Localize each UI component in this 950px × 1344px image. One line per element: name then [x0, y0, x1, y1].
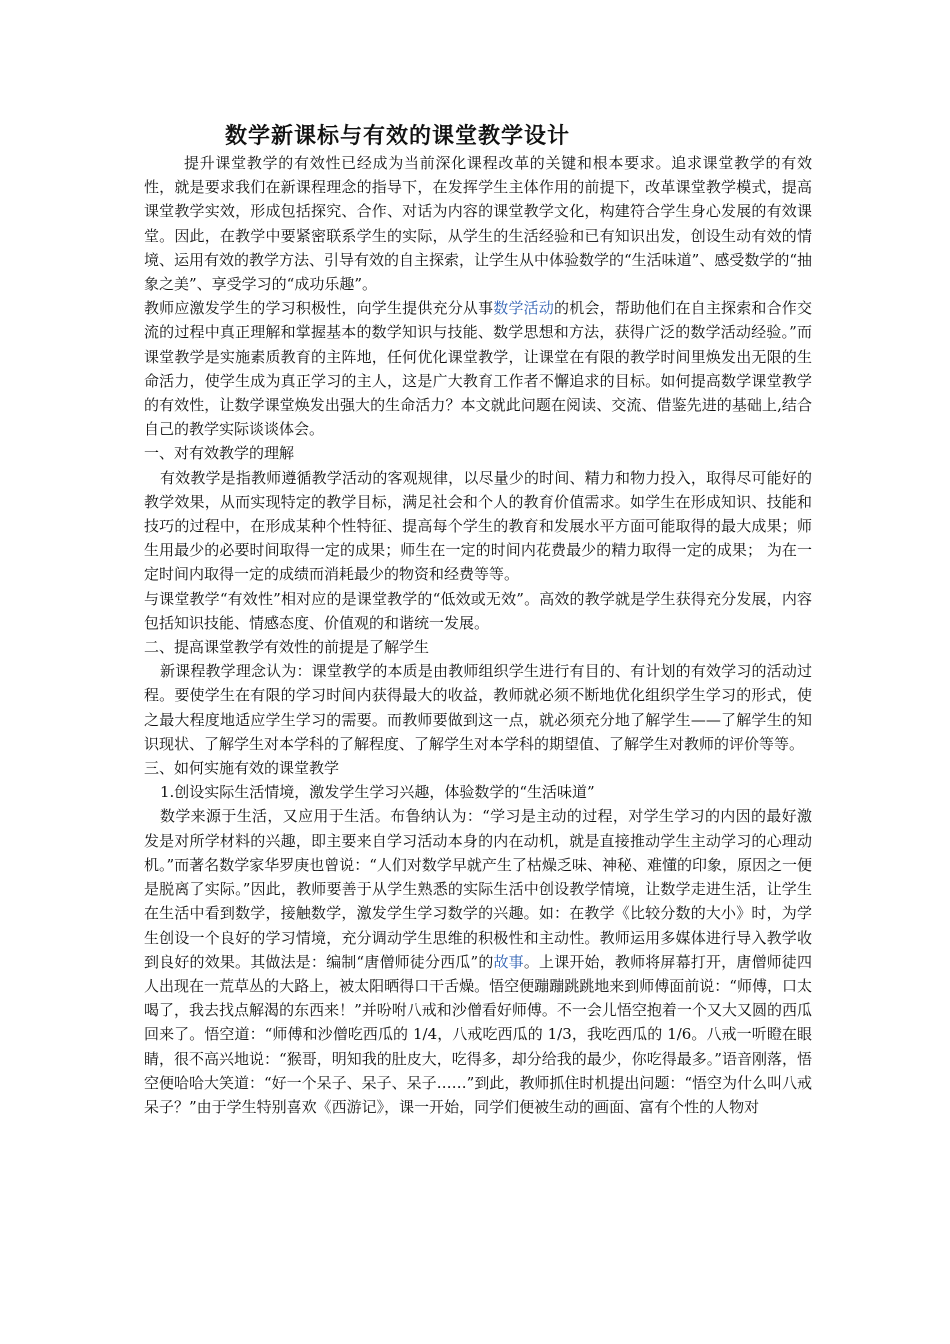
document-title: 数学新课标与有效的课堂教学设计: [225, 123, 571, 149]
paragraph-life-situation: [144, 804, 812, 1119]
paragraph-activity: [144, 296, 812, 441]
section-heading-3: 三、如何实施有效的课堂教学: [144, 759, 340, 778]
paragraph-efficiency: 与课堂教学“有效性”相对应的是课堂教学的“低效或无效”。高效的教学就是学生获得充分发展，内容包括知识技能、情感态度、价值观的和谐统一发展。: [144, 589, 812, 632]
section-heading-1: 一、对有效教学的理解: [144, 444, 295, 463]
paragraph-effective-teaching: 有效教学是指教师遵循教学活动的客观规律，以尽量少的时间、精力和物力投入，取得尽可能好的教学效果，从而实现特定的教学目标，满足社会和个人的教育价值需求。如学生在形成知识、技能和技巧的过程中，在形成某种个性特征、提高每个学生的教育和发展水平方面可能取得的最大成果；师生用最少的必要时间取得一定的成果；师生在一定的时间内花费最少的精力取得一定的成果； 为在一定时间内取得一定的成绩而消耗最少的物资和经费等等。: [144, 468, 812, 584]
paragraph-know-students: 新课程教学理念认为：课堂教学的本质是由教师组织学生进行有目的、有计划的有效学习的活动过程。要使学生在有限的学习时间内获得最大的收益，教师就必须不断地优化组织学生学习的形式，使之最大程度地适应学生学习的需要。而教师要做到这一点，就必须充分地了解学生——了解学生的知识现状、了解学生对本学科的了解程度、了解学生对本学科的期望值、了解学生对教师的评价等等。: [144, 662, 812, 753]
paragraph-text: 数学来源于生活，又应用于生活。布鲁纳认为：“学习是主动的过程，对学生学习的内因的最好激发是对所学材料的兴趣，即主要来自学习活动本身的内在动机，就是直接推动学生主动学习的心理动机。”而著名数学家华罗庚也曾说：“人们对数学早就产生了枯燥乏味、神秘、难懂的印象，原因之一便是脱离了实际。”因此，教师要善于从学生熟悉的实际生活中创设教学情境，让数学走进生活，让学生在生活中看到数学，接触数学，激发学生学习数学的兴趣。如：在教学《比较分数的大小》时，为学生创设一个良好的学习情境，充分调动学生思维的积极性和主动性。教师运用多媒体进行导入教学收到良好的效果。其做法是：编制“唐僧师徒分西瓜”的: [144, 807, 812, 971]
subheading-1: 1.创设实际生活情境，激发学生学习兴趣，体验数学的“生活味道”: [160, 783, 595, 802]
story-link[interactable]: 故事: [493, 952, 524, 971]
paragraph-text: 教师应激发学生的学习积极性，向学生提供充分从事: [144, 299, 494, 318]
math-activity-link[interactable]: 数学活动: [493, 299, 555, 318]
document-body: [144, 151, 812, 1119]
paragraph-text: 。上课开始，教师将屏幕打开，唐僧师徒四人出现在一荒草丛的大路上，被太阳晒得口干舌燥。悟空便蹦蹦跳跳地来到师傅面前说：“师傅，口太喝了，我去找点解渴的东西来！”并吩咐八戒和沙僧看好师傅。不一会儿悟空抱着一个又大又圆的西瓜回来了。悟空道：“师傅和沙僧吃西瓜的 1/4，八戒吃西瓜的 1/3，我吃西瓜的 1/6。八戒一听瞪在眼睛，很不高兴地说：“猴哥，明知我的肚皮大，吃得多，却分给我的最少，你吃得最多。”语音刚落，悟空便哈哈大笑道：“好一个呆子、呆子、呆子……”到此，教师抓住时机提出问题：“悟空为什么叫八戒呆子？”由于学生特别喜欢《西游记》，课一开始，同学们便被生动的画面、富有个性的人物对: [144, 952, 813, 1116]
section-heading-2: 二、提高课堂教学有效性的前提是了解学生: [144, 638, 430, 657]
paragraph-text: 的机会，帮助他们在自主探索和合作交流的过程中真正理解和掌握基本的数学知识与技能、数学思想和方法，获得广泛的数学活动经验。”而课堂教学是实施素质教育的主阵地，任何优化课堂教学，让课堂在有限的教学时间里焕发出无限的生命活力，使学生成为真正学习的主人，这是广大教育工作者不懈追求的目标。如何提高数学课堂教学的有效性，让数学课堂焕发出强大的生命活力？本文就此问题在阅读、交流、借鉴先进的基础上,结合自己的教学实际谈谈体会。: [144, 299, 812, 439]
intro-paragraph: 提升课堂教学的有效性已经成为当前深化课程改革的关键和根本要求。追求课堂教学的有效性，就是要求我们在新课程理念的指导下，在发挥学生主体作用的前提下，改革课堂教学模式，提高课堂教学实效，形成包括探究、合作、对话为内容的课堂教学文化，构建符合学生身心发展的有效课堂。因此，在教学中要紧密联系学生的实际，从学生的生活经验和已有知识出发，创设生动有效的情境、运用有效的教学方法、引导有效的自主探索，让学生从中体验数学的“生活味道”、感受数学的“抽象之美”、享受学习的“成功乐趣”。: [144, 154, 813, 294]
